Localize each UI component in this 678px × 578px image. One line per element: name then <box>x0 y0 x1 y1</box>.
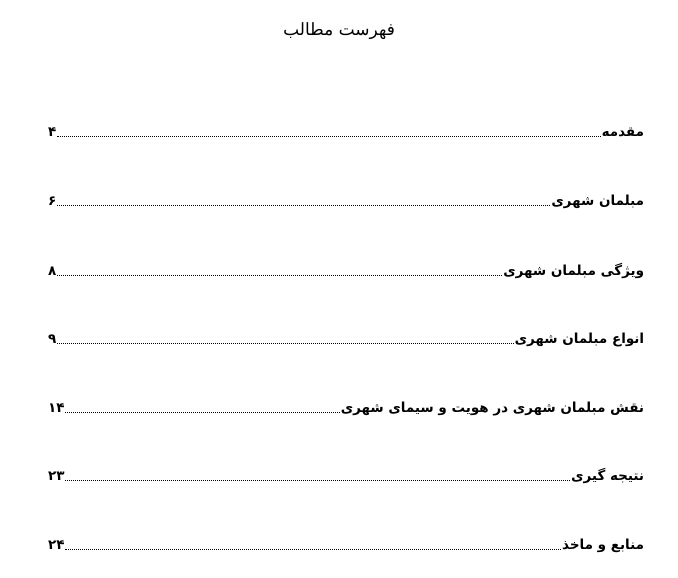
dot-leader <box>57 136 600 137</box>
dot-leader <box>65 549 561 550</box>
dot-leader <box>57 205 550 206</box>
toc-entry-page: ۹ <box>48 331 57 347</box>
toc-entry-title: ویژگی مبلمان شهری <box>503 263 644 279</box>
toc-entry <box>48 118 644 142</box>
toc-entry <box>48 394 644 418</box>
toc-entry-page: ۲۴ <box>48 537 65 553</box>
dot-leader <box>65 412 339 413</box>
toc-entry-title: منابع و ماخذ <box>562 537 644 553</box>
toc-entry <box>48 325 644 349</box>
toc-entry-page: ۲۳ <box>48 468 65 484</box>
dot-leader <box>57 343 513 344</box>
toc-entry-page: ۸ <box>48 263 57 279</box>
toc-entry <box>48 531 644 555</box>
toc-entry-page: ۶ <box>48 193 57 209</box>
toc-entry <box>48 257 644 281</box>
toc-entry-title: انواع مبلمان شهری <box>514 331 644 347</box>
toc-entry-title: نتیجه گیری <box>571 468 644 484</box>
dot-leader <box>57 275 502 276</box>
toc-entry-title: نقش مبلمان شهری در هویت و سیمای شهری <box>340 400 644 416</box>
toc-entry <box>48 187 644 211</box>
toc-entry-page: ۱۴ <box>48 400 65 416</box>
toc-entry-title: مقدمه <box>601 124 644 140</box>
toc-entry <box>48 462 644 486</box>
toc-title: فهرست مطالب <box>283 20 395 40</box>
toc-entry-title: مبلمان شهری <box>551 193 644 209</box>
toc-entry-page: ۴ <box>48 124 57 140</box>
dot-leader <box>65 480 570 481</box>
